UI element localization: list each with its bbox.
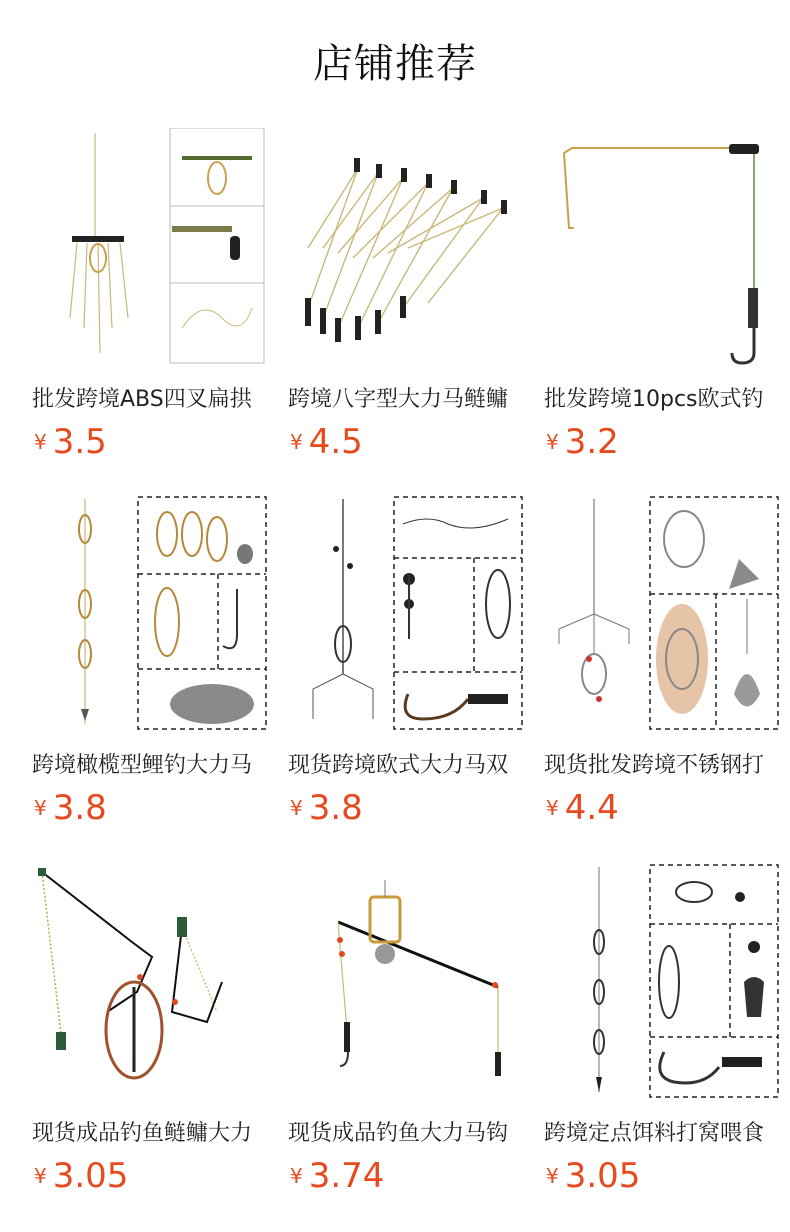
product-card[interactable] — [544, 128, 784, 462]
product-price — [546, 788, 619, 828]
currency-symbol: ¥ — [34, 430, 47, 454]
price-value: 4.5 — [308, 422, 363, 462]
product-image[interactable] — [288, 862, 528, 1102]
product-card[interactable] — [288, 128, 528, 462]
product-price — [34, 1156, 128, 1196]
product-image[interactable] — [544, 494, 784, 734]
product-image[interactable] — [288, 494, 528, 734]
product-title[interactable]: 跨境橄榄型鲤钓大力马 — [32, 753, 253, 778]
product-title[interactable]: 批发跨境ABS四叉扁拱 — [32, 387, 252, 412]
product-card[interactable] — [32, 862, 272, 1196]
product-title[interactable]: 现货成品钓鱼鲢鳙大力 — [32, 1121, 253, 1146]
currency-symbol: ¥ — [290, 430, 303, 454]
product-card[interactable] — [32, 128, 272, 462]
product-card[interactable] — [32, 494, 272, 828]
product-image[interactable] — [288, 128, 528, 368]
product-card[interactable] — [544, 862, 784, 1196]
currency-symbol: ¥ — [546, 430, 559, 454]
product-price — [290, 1156, 384, 1196]
product-image[interactable] — [32, 494, 272, 734]
product-image[interactable] — [32, 862, 272, 1102]
product-title[interactable]: 现货批发跨境不锈钢打 — [544, 753, 765, 778]
price-value: 3.74 — [308, 1156, 385, 1196]
product-title[interactable]: 跨境定点饵料打窝喂食 — [544, 1121, 765, 1146]
product-price — [546, 422, 619, 462]
currency-symbol: ¥ — [290, 1164, 303, 1188]
product-card[interactable] — [288, 862, 528, 1196]
product-price — [34, 788, 107, 828]
price-value: 4.4 — [564, 788, 619, 828]
price-value: 3.8 — [308, 788, 363, 828]
section-title: 店铺推荐 — [313, 40, 477, 87]
product-price — [34, 422, 107, 462]
currency-symbol: ¥ — [34, 796, 47, 820]
price-value: 3.8 — [52, 788, 107, 828]
product-title[interactable]: 跨境八字型大力马鲢鳙 — [288, 387, 509, 412]
price-value: 3.05 — [564, 1156, 641, 1196]
product-image[interactable] — [544, 862, 784, 1102]
price-value: 3.2 — [564, 422, 619, 462]
product-title[interactable]: 批发跨境10pcs欧式钓 — [544, 387, 764, 412]
section-header — [0, 0, 790, 120]
currency-symbol: ¥ — [34, 1164, 47, 1188]
currency-symbol: ¥ — [290, 796, 303, 820]
product-price — [546, 1156, 640, 1196]
product-price — [290, 422, 363, 462]
product-image[interactable] — [544, 128, 784, 368]
product-card[interactable] — [544, 494, 784, 828]
product-title[interactable]: 现货跨境欧式大力马双 — [288, 753, 509, 778]
price-value: 3.5 — [52, 422, 107, 462]
product-title[interactable]: 现货成品钓鱼大力马钩 — [288, 1121, 509, 1146]
product-card[interactable] — [288, 494, 528, 828]
currency-symbol: ¥ — [546, 1164, 559, 1188]
currency-symbol: ¥ — [546, 796, 559, 820]
price-value: 3.05 — [52, 1156, 129, 1196]
product-image[interactable] — [32, 128, 272, 368]
product-price — [290, 788, 363, 828]
